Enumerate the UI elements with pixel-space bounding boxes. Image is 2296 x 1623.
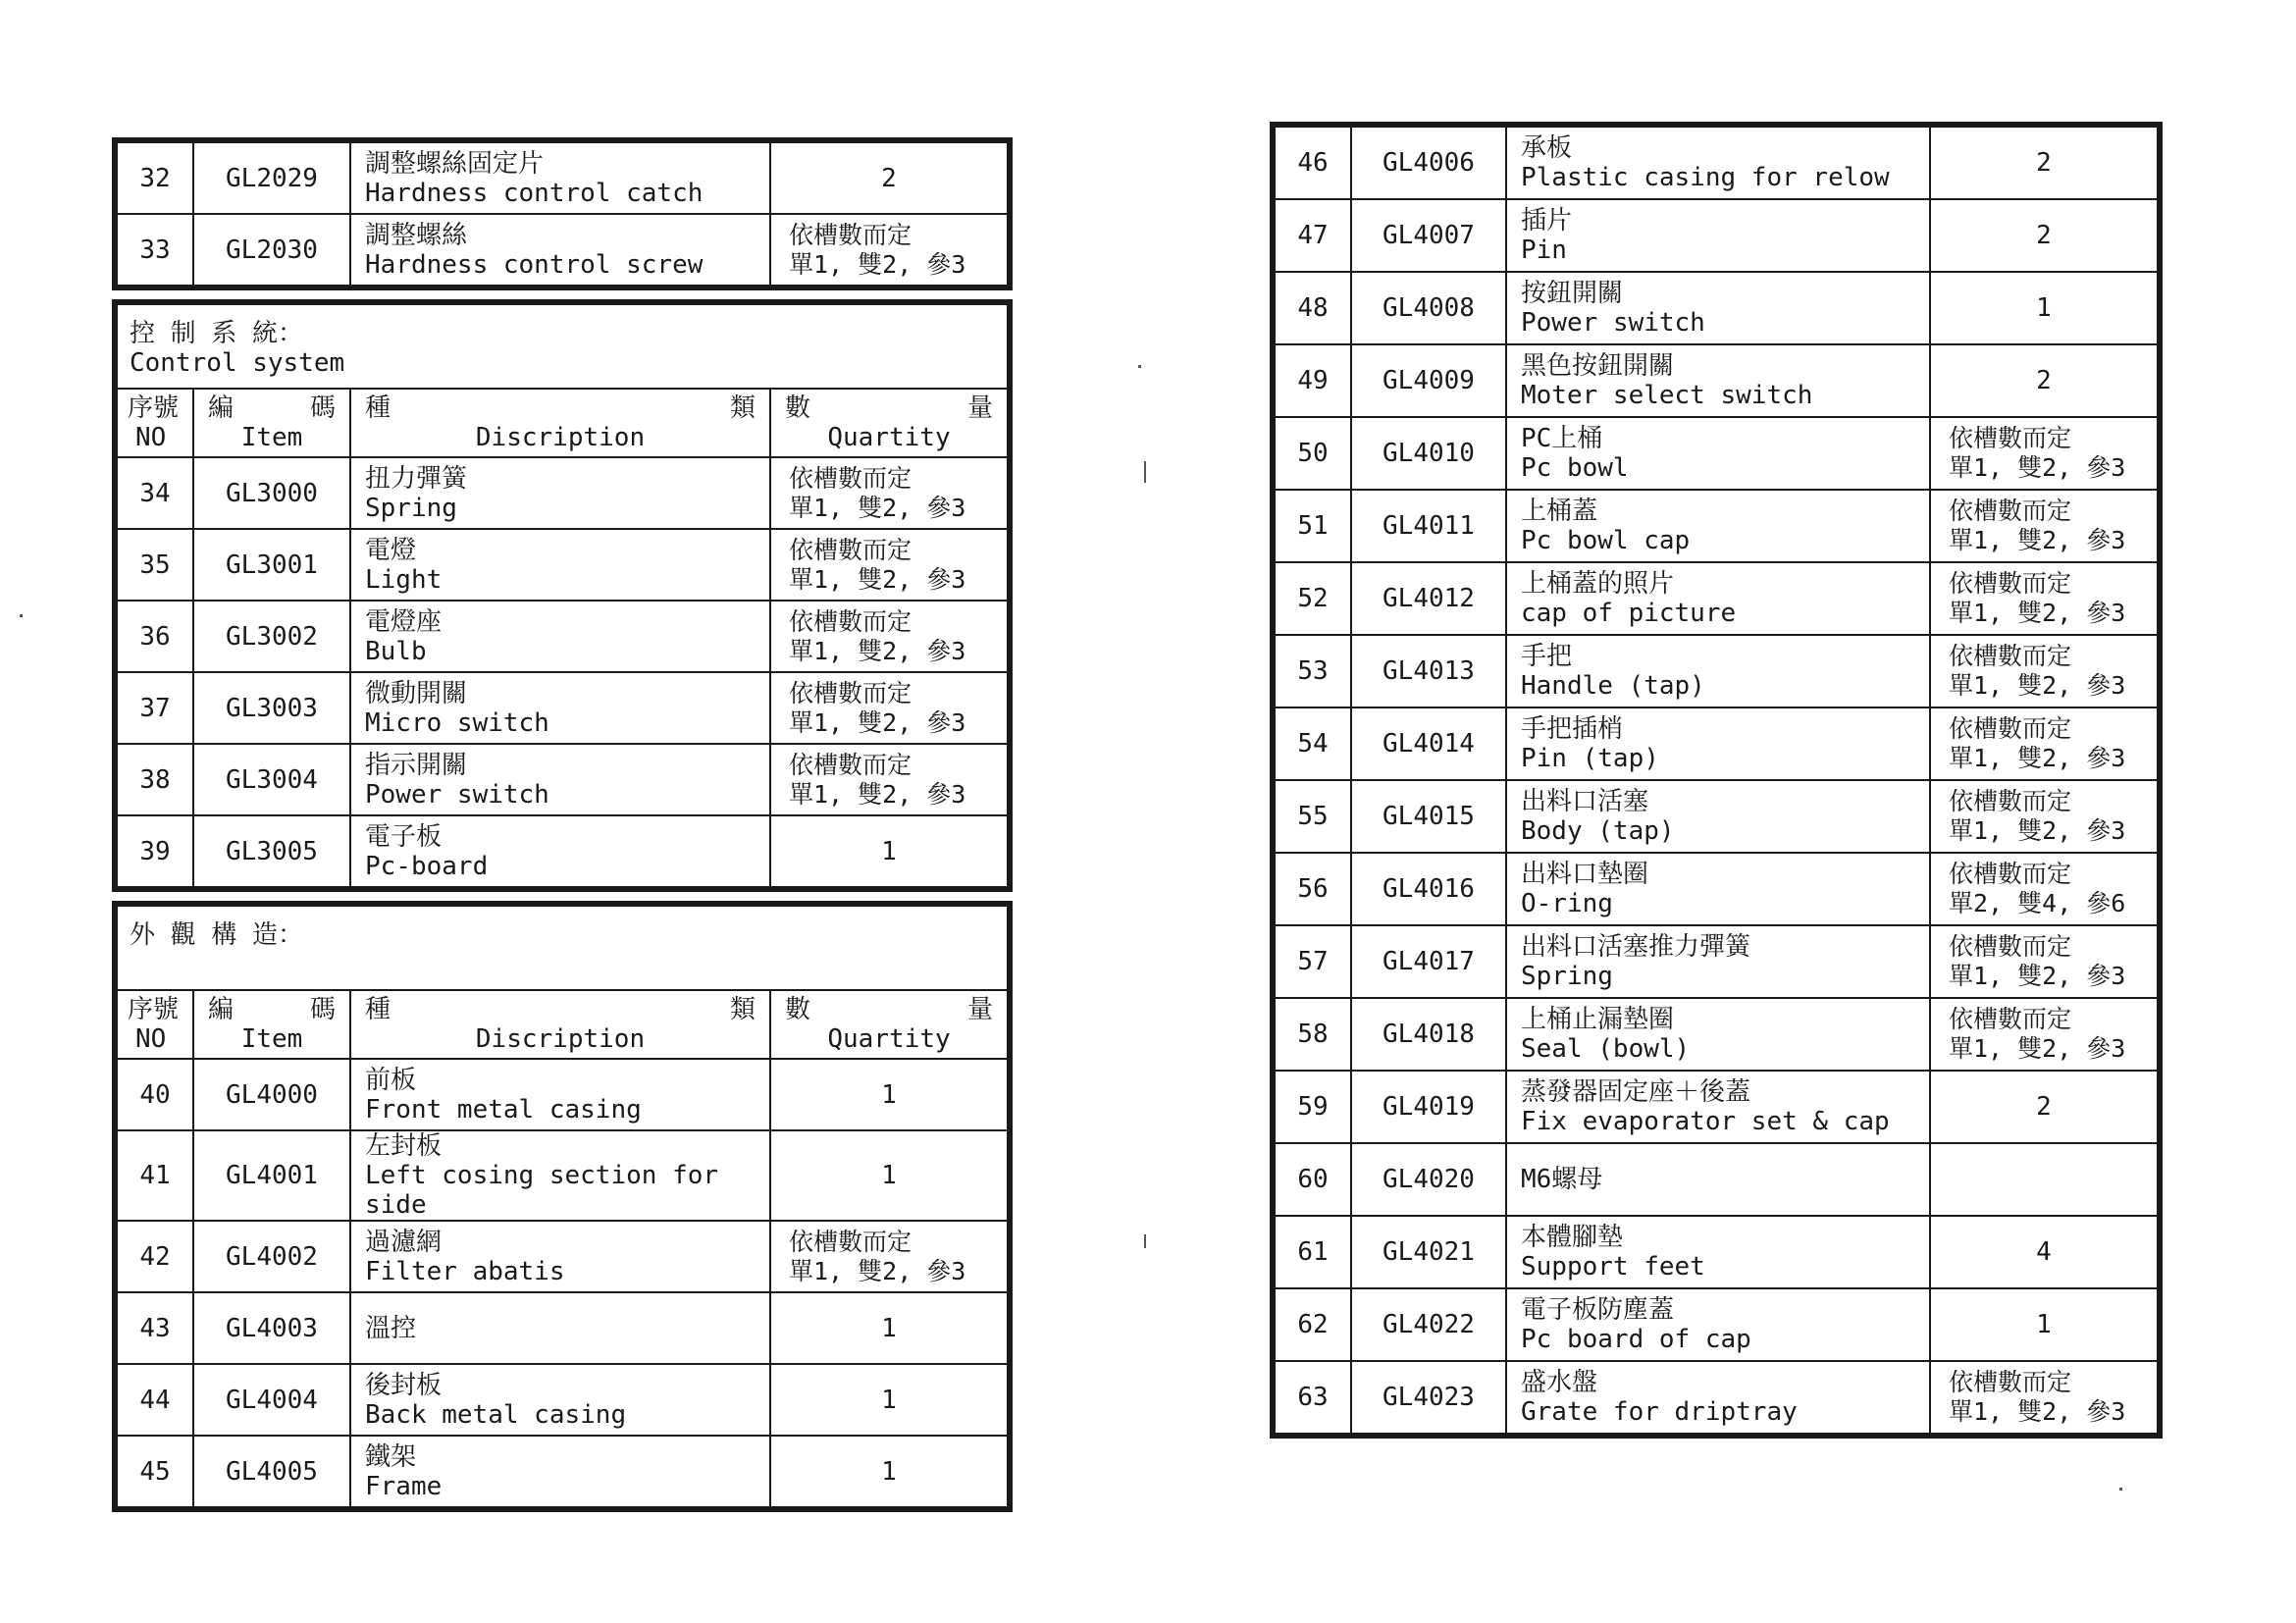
part-code: GL3004 [193,744,350,815]
part-row [117,214,1008,286]
section-title-row [117,906,1008,990]
header-description [350,389,770,457]
description-en: Pc board of cap [1521,1325,1751,1354]
part-row [1275,344,2158,417]
part-quantity: 2 [1930,344,2158,417]
description-zh: PC上桶 [1521,424,1603,453]
header-quantity-zh [771,995,1007,1024]
part-row [117,1292,1008,1364]
part-description [350,815,770,887]
part-code: GL4017 [1351,925,1506,998]
description-zh: 出料口活塞 [1521,787,1649,816]
part-description [350,1221,770,1292]
column-header-row [117,389,1008,457]
part-number: 33 [117,214,193,286]
description-en: O-ring [1521,889,1613,918]
part-code: GL3001 [193,529,350,601]
header-description [350,990,770,1059]
part-number: 45 [117,1436,193,1507]
part-description [1506,272,1930,344]
header-quantity-stack [771,995,1007,1054]
part-code: GL4000 [193,1059,350,1130]
description-zh: 手把 [1521,642,1573,671]
description-zh: 盛水盤 [1521,1368,1598,1397]
part-row [1275,925,2158,998]
part-row [117,142,1008,214]
part-code: GL4004 [193,1364,350,1436]
part-number: 54 [1275,707,1351,780]
header-no [117,389,193,457]
header-no-zh [118,995,192,1024]
description-en: Micro switch [365,707,549,738]
header-quantity-zh-part: 數 [785,393,811,423]
part-quantity: 2 [1930,199,2158,272]
header-description-zh [351,995,769,1024]
header-description-stack [351,393,769,452]
description-zh: 按鈕開關 [1521,279,1624,308]
part-quantity: 依槽數而定 單1, 雙2, 參3 [1930,417,2158,490]
part-number: 59 [1275,1071,1351,1143]
description-zh: 扭力彈簧 [365,463,468,494]
part-row [117,744,1008,815]
part-row [1275,780,2158,853]
part-quantity: 1 [770,1059,1008,1130]
header-description-en: Discription [475,423,646,452]
part-description [1506,925,1930,998]
part-number: 60 [1275,1143,1351,1216]
header-quantity-zh [771,393,1007,423]
part-quantity: 依槽數而定 單1, 雙2, 參3 [1930,925,2158,998]
part-code: GL4018 [1351,998,1506,1071]
part-row [1275,1288,2158,1361]
description-en: Back metal casing [365,1399,627,1430]
part-row [117,601,1008,672]
part-code: GL4013 [1351,635,1506,707]
header-description-zh-part: 類 [729,393,756,423]
header-item-zh-part: 碼 [309,995,336,1024]
part-code: GL4001 [193,1130,350,1221]
description-zh: M6螺母 [1521,1165,1603,1194]
description-zh: 指示開關 [365,750,468,780]
part-row [1275,272,2158,344]
header-quantity-zh-part: 量 [966,995,993,1024]
part-row [1275,1071,2158,1143]
part-quantity: 2 [1930,1071,2158,1143]
part-quantity: 依槽數而定 單1, 雙2, 參3 [770,457,1008,529]
description-zh: 上桶蓋的照片 [1521,569,1675,599]
part-code: GL4015 [1351,780,1506,853]
scan-speck [2119,1488,2122,1491]
part-description [1506,417,1930,490]
part-code: GL4021 [1351,1216,1506,1288]
part-description [350,672,770,744]
scan-speck [1144,1234,1146,1248]
part-code: GL3005 [193,815,350,887]
header-description-zh-part: 種 [365,995,391,1024]
part-number: 57 [1275,925,1351,998]
part-description [1506,490,1930,562]
part-code: GL4022 [1351,1288,1506,1361]
control-system-table [112,299,1013,892]
description-en: Hardness control catch [365,178,704,208]
part-description [1506,344,1930,417]
part-row [117,529,1008,601]
description-zh: 前板 [365,1065,417,1095]
part-quantity: 依槽數而定 單1, 雙2, 參3 [770,672,1008,744]
description-zh: 承板 [1521,133,1573,163]
part-number: 52 [1275,562,1351,635]
part-description [1506,635,1930,707]
description-en: Left cosing section for side [365,1161,719,1220]
header-description-zh-part: 種 [365,393,391,423]
description-zh: 插片 [1521,206,1573,236]
part-row [117,1364,1008,1436]
description-zh: 電燈 [365,535,417,565]
part-row [117,457,1008,529]
part-description [1506,1143,1930,1216]
description-zh: 黑色按鈕開關 [1521,351,1675,381]
description-en: Plastic casing for relow [1521,163,1890,192]
part-code: GL2030 [193,214,350,286]
part-row [1275,707,2158,780]
part-row [1275,1216,2158,1288]
part-number: 39 [117,815,193,887]
header-item [193,990,350,1059]
part-description [350,142,770,214]
part-description [1506,1361,1930,1434]
part-quantity: 1 [770,815,1008,887]
description-zh: 本體腳墊 [1521,1223,1624,1252]
header-no-stack [118,995,192,1054]
part-number: 53 [1275,635,1351,707]
part-description [350,1436,770,1507]
part-row [1275,127,2158,199]
part-row [117,1059,1008,1130]
part-description [1506,1216,1930,1288]
description-zh: 上桶蓋 [1521,497,1598,526]
description-zh: 過濾網 [365,1227,443,1257]
part-code: GL4020 [1351,1143,1506,1216]
header-no-stack [118,393,192,452]
part-number: 44 [117,1364,193,1436]
part-row [117,672,1008,744]
part-code: GL4010 [1351,417,1506,490]
part-quantity: 依槽數而定 單1, 雙2, 參3 [770,529,1008,601]
part-number: 40 [117,1059,193,1130]
part-code: GL4003 [193,1292,350,1364]
header-description-stack [351,995,769,1054]
description-en: Pin [1521,236,1567,265]
part-row [1275,1143,2158,1216]
part-code: GL3003 [193,672,350,744]
part-number: 63 [1275,1361,1351,1434]
part-code: GL4012 [1351,562,1506,635]
description-zh: 調整螺絲固定片 [365,148,545,179]
part-number: 51 [1275,490,1351,562]
part-quantity: 依槽數而定 單1, 雙2, 參3 [1930,998,2158,1071]
description-en: Hardness control screw [365,249,704,280]
part-number: 55 [1275,780,1351,853]
part-row [1275,635,2158,707]
part-description [350,1364,770,1436]
exterior-structure-table [112,901,1013,1512]
description-zh: 後封板 [365,1370,443,1400]
description-zh: 鐵架 [365,1441,417,1472]
header-no-zh-part: 序號 [128,393,180,423]
header-no-en: NO [135,423,167,452]
description-en: Support feet [1521,1252,1705,1282]
part-code: GL3000 [193,457,350,529]
part-code: GL4007 [1351,199,1506,272]
part-description [350,1059,770,1130]
description-en: Spring [365,493,457,523]
scan-speck [20,614,23,617]
part-quantity: 依槽數而定 單1, 雙2, 參3 [770,1221,1008,1292]
scan-speck [1144,461,1146,483]
part-number: 32 [117,142,193,214]
part-code: GL3002 [193,601,350,672]
part-number: 58 [1275,998,1351,1071]
part-quantity: 依槽數而定 單1, 雙2, 參3 [1930,780,2158,853]
part-quantity: 1 [770,1130,1008,1221]
description-en: Seal (bowl) [1521,1034,1691,1064]
description-en: Power switch [1521,308,1705,338]
part-description [350,1292,770,1364]
section-title [117,906,1008,990]
description-en: Frame [365,1471,443,1501]
part-quantity: 1 [1930,272,2158,344]
part-number: 36 [117,601,193,672]
description-en: Pin (tap) [1521,744,1659,773]
description-zh: 手把插梢 [1521,714,1624,744]
description-en: Spring [1521,962,1613,991]
description-zh: 出料口墊圈 [1521,860,1649,889]
part-code: GL2029 [193,142,350,214]
header-item-zh-part: 碼 [309,393,336,423]
description-zh: 電燈座 [365,606,443,637]
part-code: GL4008 [1351,272,1506,344]
description-en: Pc bowl cap [1521,526,1691,555]
part-row [1275,1361,2158,1434]
part-description [1506,707,1930,780]
part-number: 37 [117,672,193,744]
part-number: 50 [1275,417,1351,490]
part-quantity: 4 [1930,1216,2158,1288]
part-description [1506,199,1930,272]
part-code: GL4023 [1351,1361,1506,1434]
part-number: 34 [117,457,193,529]
part-quantity: 2 [1930,127,2158,199]
part-code: GL4002 [193,1221,350,1292]
part-code: GL4009 [1351,344,1506,417]
part-description [1506,780,1930,853]
part-description [1506,1071,1930,1143]
part-description [1506,1288,1930,1361]
top-parts-table [112,137,1013,290]
header-no-zh [118,393,192,423]
part-row [117,1436,1008,1507]
header-quantity-zh-part: 量 [966,393,993,423]
header-item-zh [194,393,349,423]
header-no [117,990,193,1059]
description-en: Light [365,564,443,595]
header-no-en: NO [135,1024,167,1054]
description-zh: 電子板防塵蓋 [1521,1295,1675,1325]
header-item-en: Item [240,1024,303,1054]
description-zh: 左封板 [365,1131,443,1161]
part-row [1275,199,2158,272]
section-title-zh: 外 觀 構 造： [130,920,303,950]
part-quantity: 依槽數而定 單1, 雙2, 參3 [1930,707,2158,780]
parts-table-continued [1270,122,2163,1439]
description-en: Handle (tap) [1521,671,1705,701]
header-description-en: Discription [475,1024,646,1054]
part-code: GL4005 [193,1436,350,1507]
part-quantity: 依槽數而定 單1, 雙2, 參3 [1930,1361,2158,1434]
part-quantity: 依槽數而定 單1, 雙2, 參3 [1930,490,2158,562]
part-number: 35 [117,529,193,601]
part-number: 46 [1275,127,1351,199]
description-en: Grate for driptray [1521,1397,1798,1427]
part-row [117,1130,1008,1221]
part-row [117,815,1008,887]
part-row [1275,417,2158,490]
header-item-zh-part: 編 [208,995,235,1024]
part-quantity: 依槽數而定 單1, 雙2, 參3 [1930,562,2158,635]
part-quantity: 2 [770,142,1008,214]
section-title-row [117,304,1008,389]
header-quantity [770,389,1008,457]
part-code: GL4011 [1351,490,1506,562]
description-zh: 蒸發器固定座＋後蓋 [1521,1077,1751,1107]
section-title [117,304,1008,389]
part-row [1275,853,2158,925]
header-item-zh [194,995,349,1024]
description-en: Filter abatis [365,1256,565,1286]
part-code: GL4016 [1351,853,1506,925]
header-item-stack [194,393,349,452]
description-en: Moter select switch [1521,381,1813,410]
description-en: Body (tap) [1521,816,1675,846]
description-zh: 微動開關 [365,678,468,708]
part-quantity: 1 [770,1292,1008,1364]
part-number: 61 [1275,1216,1351,1288]
header-description-zh-part: 類 [729,995,756,1024]
description-zh: 溫控 [365,1313,417,1343]
part-description [1506,853,1930,925]
description-zh: 出料口活塞推力彈簧 [1521,932,1751,962]
header-description-zh [351,393,769,423]
description-en: Pc-board [365,851,489,881]
part-description [350,457,770,529]
part-quantity: 1 [770,1436,1008,1507]
part-row [117,1221,1008,1292]
header-item-stack [194,995,349,1054]
description-en: Power switch [365,779,549,810]
part-row [1275,490,2158,562]
part-quantity: 依槽數而定 單1, 雙2, 參3 [770,744,1008,815]
part-description [350,214,770,286]
part-quantity: 1 [1930,1288,2158,1361]
part-row [1275,562,2158,635]
description-en: Bulb [365,636,427,666]
part-code: GL4014 [1351,707,1506,780]
section-title-zh: 控 制 系 統： [130,319,303,348]
left-page [112,137,1013,1521]
column-header-row [117,990,1008,1059]
header-quantity-en: Quartity [827,423,951,452]
description-zh: 調整螺絲 [365,220,468,250]
header-item-en: Item [240,423,303,452]
description-zh: 電子板 [365,821,443,852]
header-item-zh-part: 編 [208,393,235,423]
part-number: 56 [1275,853,1351,925]
header-item [193,389,350,457]
description-en: cap of picture [1521,599,1737,628]
part-quantity: 依槽數而定 單1, 雙2, 參3 [770,214,1008,286]
part-quantity: 依槽數而定 單1, 雙2, 參3 [770,601,1008,672]
section-title-en: Control system [130,348,345,378]
part-description [350,529,770,601]
part-quantity: 1 [770,1364,1008,1436]
right-page [1270,122,2163,1447]
part-number: 41 [117,1130,193,1221]
part-description [1506,562,1930,635]
description-zh: 上桶止漏墊圈 [1521,1005,1675,1034]
header-quantity-en: Quartity [827,1024,951,1054]
description-en: Fix evaporator set & cap [1521,1107,1890,1136]
part-description [1506,998,1930,1071]
part-number: 49 [1275,344,1351,417]
part-number: 42 [117,1221,193,1292]
part-description [350,601,770,672]
part-number: 62 [1275,1288,1351,1361]
part-number: 48 [1275,272,1351,344]
part-row [1275,998,2158,1071]
part-description [1506,127,1930,199]
part-description [350,1130,770,1221]
header-no-zh-part: 序號 [128,995,180,1024]
description-en: Front metal casing [365,1094,642,1125]
description-en: Pc bowl [1521,453,1629,483]
part-number: 43 [117,1292,193,1364]
part-number: 38 [117,744,193,815]
header-quantity-stack [771,393,1007,452]
part-number: 47 [1275,199,1351,272]
part-quantity [1930,1143,2158,1216]
scan-speck [1138,365,1141,368]
part-description [350,744,770,815]
part-quantity: 依槽數而定 單1, 雙2, 參3 [1930,635,2158,707]
header-quantity-zh-part: 數 [785,995,811,1024]
part-code: GL4019 [1351,1071,1506,1143]
part-quantity: 依槽數而定 單2, 雙4, 參6 [1930,853,2158,925]
header-quantity [770,990,1008,1059]
part-code: GL4006 [1351,127,1506,199]
